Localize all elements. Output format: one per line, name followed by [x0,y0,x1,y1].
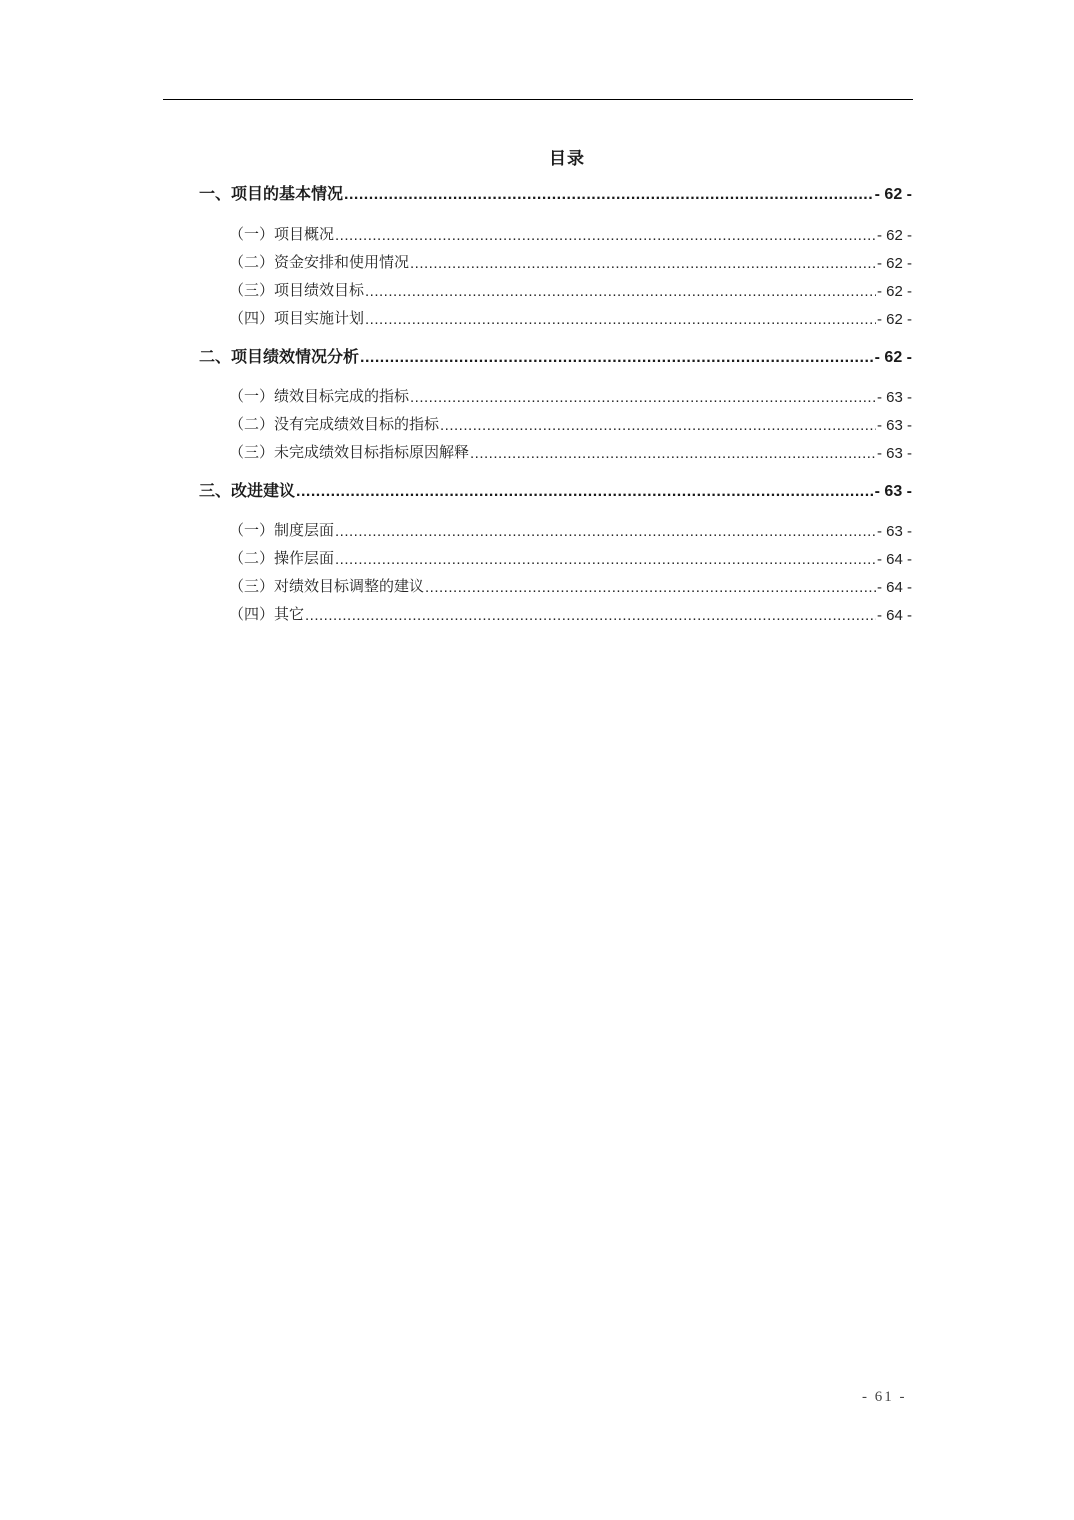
dot-leader [335,523,876,540]
toc-entry-3-1[interactable] [199,518,912,540]
toc-page-number: - 64 - [876,607,912,624]
dot-leader [365,311,876,328]
toc-entry-text: 一、项目的基本情况 [199,184,344,203]
dot-leader [335,551,876,568]
toc-entry-text: （一）制度层面 [229,521,335,539]
toc-page-number: - 62 - [876,227,912,244]
toc-page-number: - 63 - [876,523,912,540]
toc-page-number: - 62 - [874,349,912,366]
toc-entry-text: 二、项目绩效情况分析 [199,347,360,366]
toc-entry-text: （四）其它 [229,605,305,623]
toc-entry-section-1[interactable] [199,182,912,204]
toc-entry-text: （一）项目概况 [229,225,335,243]
dot-leader [470,445,876,462]
dot-leader [425,579,876,596]
toc-page-number: - 63 - [876,389,912,406]
toc-page-number: - 62 - [876,255,912,272]
toc-entry-text: （二）没有完成绩效目标的指标 [229,415,440,433]
toc-entry-text: （二）操作层面 [229,549,335,567]
toc-entry-text: （三）未完成绩效目标指标原因解释 [229,443,470,461]
toc-entry-text: 三、改进建议 [199,481,296,500]
dot-leader [335,227,876,244]
toc-title: 目录 [549,149,585,169]
toc-entry-text: （一）绩效目标完成的指标 [229,387,410,405]
toc-entry-section-3[interactable] [199,479,912,501]
page-number: - 61 - [862,1389,907,1405]
toc-entry-text: （三）项目绩效目标 [229,281,365,299]
toc-entry-section-2[interactable] [199,345,912,367]
dot-leader [305,607,876,624]
dot-leader [360,349,874,367]
toc-entry-1-3[interactable] [199,278,912,300]
dot-leader [440,417,876,434]
toc-page-number: - 63 - [876,417,912,434]
dot-leader [344,186,874,204]
dot-leader [365,283,876,300]
toc-entry-2-2[interactable] [199,412,912,434]
toc-entry-2-3[interactable] [199,440,912,462]
toc-page-number: - 62 - [876,311,912,328]
toc-entry-2-1[interactable] [199,384,912,406]
toc-page-number: - 63 - [876,445,912,462]
toc-entry-3-2[interactable] [199,546,912,568]
toc-entry-3-3[interactable] [199,574,912,596]
toc-entry-1-1[interactable] [199,222,912,244]
toc-entry-text: （四）项目实施计划 [229,309,365,327]
toc-page-number: - 63 - [874,483,912,500]
header-rule [163,99,913,100]
toc-entry-1-2[interactable] [199,250,912,272]
toc-page-number: - 64 - [876,579,912,596]
dot-leader [410,255,876,272]
toc-page-number: - 64 - [876,551,912,568]
toc-entry-text: （三）对绩效目标调整的建议 [229,577,425,595]
toc-page-number: - 62 - [874,186,912,203]
toc-entry-text: （二）资金安排和使用情况 [229,253,410,271]
dot-leader [410,389,876,406]
toc-entry-3-4[interactable] [199,602,912,624]
toc-page-number: - 62 - [876,283,912,300]
toc-entry-1-4[interactable] [199,306,912,328]
dot-leader [296,483,874,501]
